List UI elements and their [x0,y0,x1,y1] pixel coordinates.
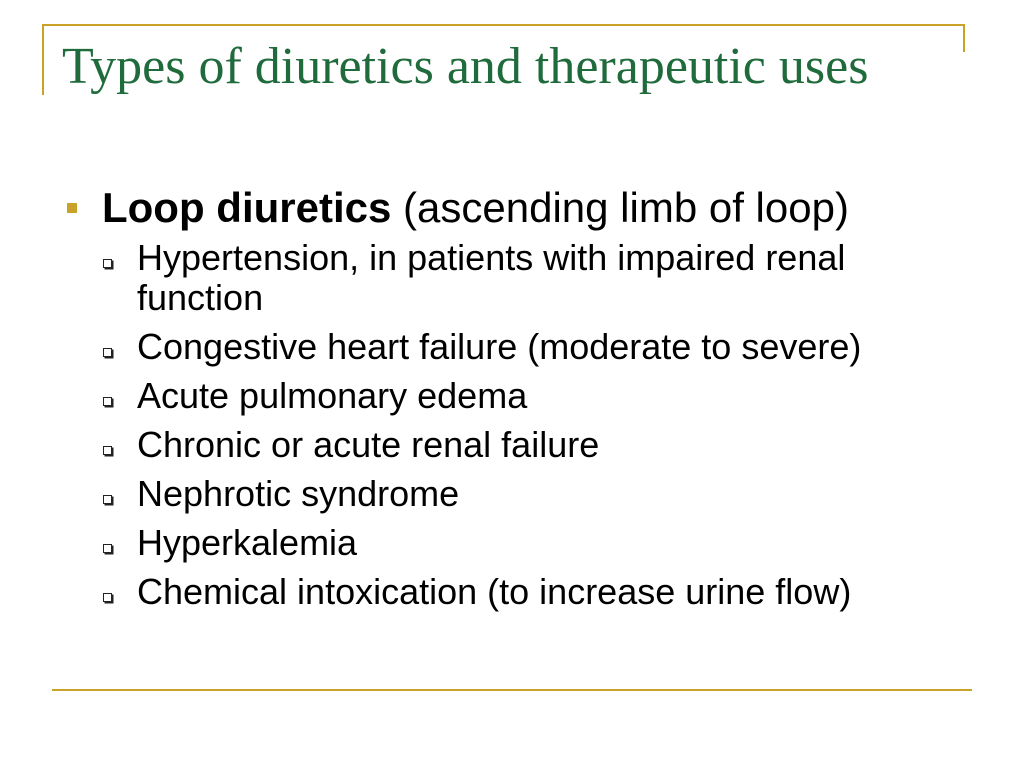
frame-right-rule [963,24,965,52]
slide-body [0,185,1024,621]
frame-left-rule [42,24,44,95]
list-item-text: Congestive heart failure (moderate to severe) [137,326,862,367]
hollow-square-bullet-icon [103,259,112,268]
hollow-square-bullet-icon [103,593,112,602]
hollow-square-bullet-icon [103,495,112,504]
list-item-text: Hyperkalemia [137,522,358,563]
list-item [137,523,905,563]
list-item [137,474,905,514]
list-item [137,572,905,612]
list-item [137,376,905,416]
list-item [137,238,905,318]
hollow-square-bullet-icon [103,348,112,357]
therapeutic-uses-list [0,238,1024,612]
list-item-text: Chemical intoxication (to increase urine flow) [137,571,852,612]
slide-title: Types of diuretics and therapeutic uses [62,38,869,95]
hollow-square-bullet-icon [103,544,112,553]
frame-bottom-rule [52,689,972,691]
list-item [137,425,905,465]
list-item-text: Nephrotic syndrome [137,473,460,514]
list-item-text: Chronic or acute renal failure [137,424,600,465]
list-item-text: Acute pulmonary edema [137,375,528,416]
hollow-square-bullet-icon [103,397,112,406]
list-item [137,327,905,367]
bullet-heading-detail: (ascending limb of loop) [391,184,849,231]
frame-top-rule [42,24,965,26]
bullet-heading: Loop diuretics [102,184,392,231]
list-item-text: Hypertension, in patients with impaired renal function [137,237,846,318]
square-bullet-icon [67,203,77,213]
hollow-square-bullet-icon [103,446,112,455]
bullet-loop-diuretics [102,185,1024,231]
